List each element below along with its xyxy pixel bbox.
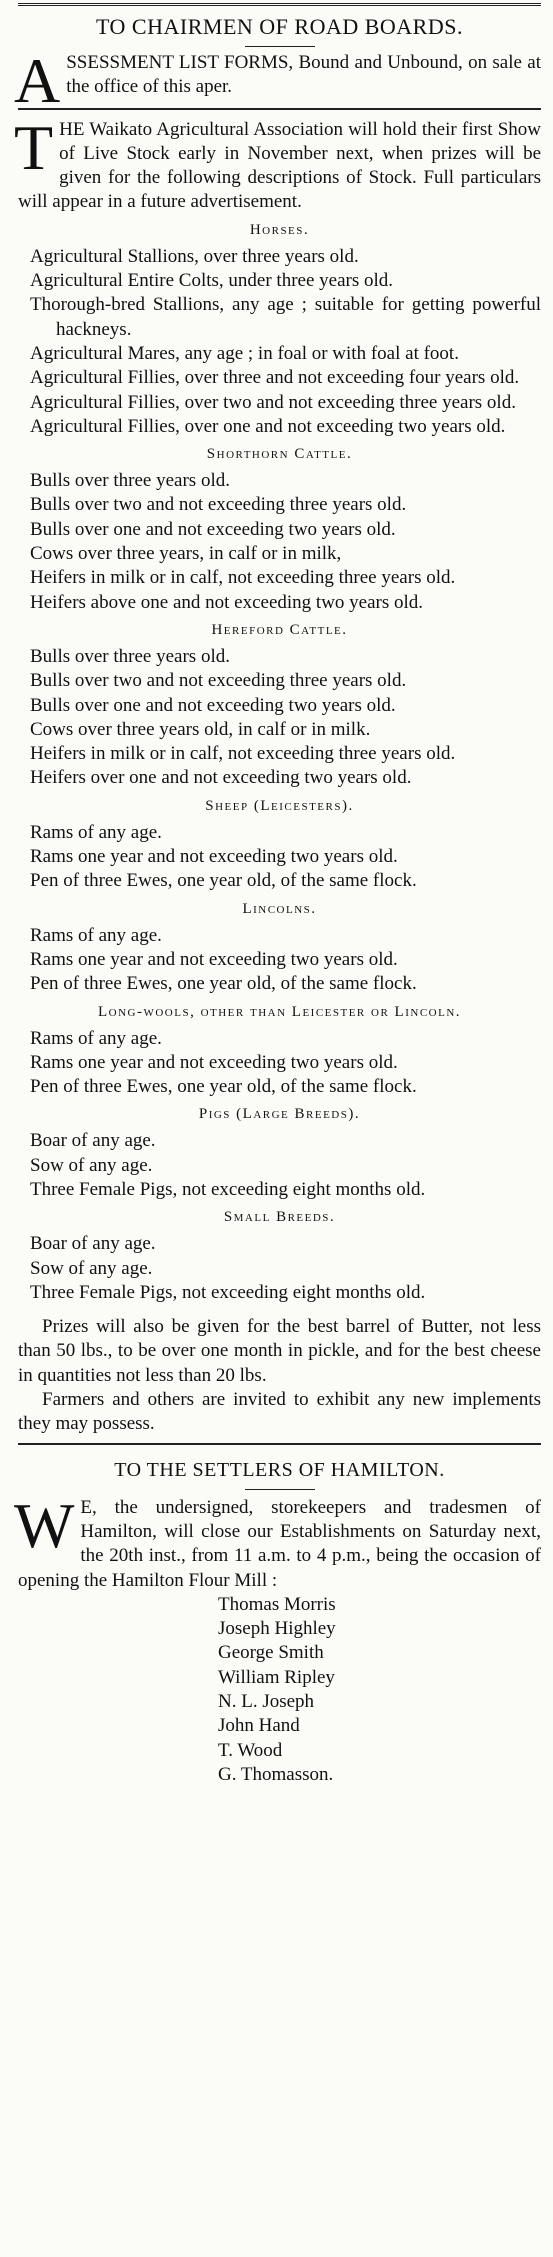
signatory-name: G. Thomasson. bbox=[218, 1763, 334, 1785]
ad1-heading: TO CHAIRMEN OF ROAD BOARDS. bbox=[96, 14, 463, 39]
prize-class: Rams of any age. bbox=[30, 924, 162, 946]
signatory-name: T. Wood bbox=[218, 1739, 283, 1761]
prize-class: Agricultural Entire Colts, under three years old. bbox=[30, 270, 394, 292]
prize-class: Bulls over one and not exceeding two years old. bbox=[30, 694, 396, 716]
prize-class: Boar of any age. bbox=[30, 1130, 156, 1152]
ad2-end-rule bbox=[18, 1443, 541, 1445]
signatory-name: Thomas Morris bbox=[218, 1593, 336, 1615]
prize-class: Agricultural Fillies, over three and not exceeding four years old. bbox=[30, 367, 520, 389]
section-title: Pigs (Large Breeds). bbox=[198, 1106, 361, 1123]
prize-class: Heifers above one and not exceeding two years old. bbox=[30, 591, 424, 613]
prize-class: Agricultural Fillies, over two and not exceeding three years old. bbox=[30, 391, 516, 413]
prize-class: Pen of three Ewes, one year old, of the same flock. bbox=[30, 870, 417, 892]
ad2-intro: HE Waikato Agricultural Association will hold their first Show of Live Stock early in November next, when prizes will be given for the following descriptions of Stock. Full particulars will appear in a future advertisement. bbox=[18, 118, 541, 213]
ad3-body bbox=[14, 1489, 541, 1593]
prize-class: Agricultural Stallions, over three years old. bbox=[30, 245, 359, 267]
prize-class: Agricultural Mares, any age ; in foal or with foal at foot. bbox=[30, 342, 459, 364]
signatory-name: Joseph Highley bbox=[218, 1618, 336, 1640]
prize-class: Bulls over two and not exceeding three years old. bbox=[30, 494, 407, 516]
signatory-name: George Smith bbox=[218, 1642, 324, 1664]
prize-class: Bulls over three years old. bbox=[30, 470, 230, 492]
prize-class: Bulls over three years old. bbox=[30, 645, 230, 667]
ad3-divider bbox=[245, 1489, 315, 1490]
prize-class: Thorough-bred Stallions, any age ; suitable for getting powerful hackneys. bbox=[30, 294, 541, 340]
prize-class: Pen of three Ewes, one year old, of the same flock. bbox=[30, 973, 417, 995]
ad2-intro-block bbox=[14, 111, 541, 215]
prize-class: Rams of any age. bbox=[30, 1027, 162, 1049]
stock-sections bbox=[18, 215, 541, 1305]
ad2-dropcap: T bbox=[14, 111, 54, 183]
ad3-heading: TO THE SETTLERS OF HAMILTON. bbox=[114, 1458, 445, 1481]
prize-class: Pen of three Ewes, one year old, of the same flock. bbox=[30, 1076, 417, 1098]
ad2-closing bbox=[18, 1315, 541, 1436]
section-title: Sheep (Leicesters). bbox=[205, 797, 354, 814]
ad1-divider bbox=[245, 46, 315, 47]
prize-class: Cows over three years, in calf or in milk, bbox=[30, 543, 342, 565]
signatory-name: John Hand bbox=[218, 1715, 300, 1737]
signatory-name: N. L. Joseph bbox=[218, 1691, 315, 1713]
section-title: Horses. bbox=[249, 221, 310, 238]
ad3-text: E, the undersigned, storekeepers and tradesmen of Hamilton, will close our Establishments on Saturday next, the 20th inst., from 11 a.m. to 4 p.m., being the occasion of opening the Hamilton Flour Mill : bbox=[18, 1496, 541, 1591]
signatories bbox=[18, 1593, 541, 1787]
prize-class: Rams one year and not exceeding two years old. bbox=[30, 948, 398, 970]
prize-class: Rams of any age. bbox=[30, 821, 162, 843]
section-title: Shorthorn Cattle. bbox=[206, 446, 353, 463]
closing-paragraph: Farmers and others are invited to exhibit any new implements they may possess. bbox=[18, 1389, 541, 1435]
prize-class: Heifers in milk or in calf, not exceeding three years old. bbox=[30, 567, 456, 589]
prize-class: Rams one year and not exceeding two years old. bbox=[30, 846, 398, 868]
prize-class: Rams one year and not exceeding two years old. bbox=[30, 1051, 398, 1073]
ad1-body bbox=[14, 45, 541, 116]
ad1-text: SSESSMENT LIST FORMS, Bound and Unbound, on sale at the office of this aper. bbox=[66, 52, 541, 98]
ad1-dropcap: A bbox=[14, 45, 61, 116]
newspaper-column bbox=[14, 0, 541, 1787]
prize-class: Three Female Pigs, not exceeding eight months old. bbox=[30, 1281, 426, 1303]
ad1-end-rule bbox=[18, 108, 541, 110]
prize-class: Cows over three years old, in calf or in milk. bbox=[30, 718, 371, 740]
prize-class: Sow of any age. bbox=[30, 1257, 153, 1279]
section-title: Lincolns. bbox=[242, 900, 317, 917]
prize-class: Three Female Pigs, not exceeding eight months old. bbox=[30, 1178, 426, 1200]
prize-class: Agricultural Fillies, over one and not exceeding two years old. bbox=[30, 415, 506, 437]
prize-class: Bulls over two and not exceeding three years old. bbox=[30, 670, 407, 692]
top-rule bbox=[18, 3, 541, 6]
ad3-dropcap: W bbox=[14, 1489, 75, 1561]
prize-class: Bulls over one and not exceeding two years old. bbox=[30, 518, 396, 540]
closing-paragraph: Prizes will also be given for the best barrel of Butter, not less than 50 lbs., to be over one month in pickle, and for the best cheese in quantities not less than 20 lbs. bbox=[18, 1316, 541, 1386]
signatory-name: William Ripley bbox=[218, 1666, 335, 1688]
section-title: Hereford Cattle. bbox=[211, 621, 348, 638]
prize-class: Heifers in milk or in calf, not exceeding three years old. bbox=[30, 743, 456, 765]
prize-class: Sow of any age. bbox=[30, 1154, 153, 1176]
prize-class: Heifers over one and not exceeding two years old. bbox=[30, 767, 412, 789]
section-title: Long-wools, other than Leicester or Lincoln. bbox=[97, 1003, 462, 1020]
section-title: Small Breeds. bbox=[223, 1209, 336, 1226]
prize-class: Boar of any age. bbox=[30, 1233, 156, 1255]
